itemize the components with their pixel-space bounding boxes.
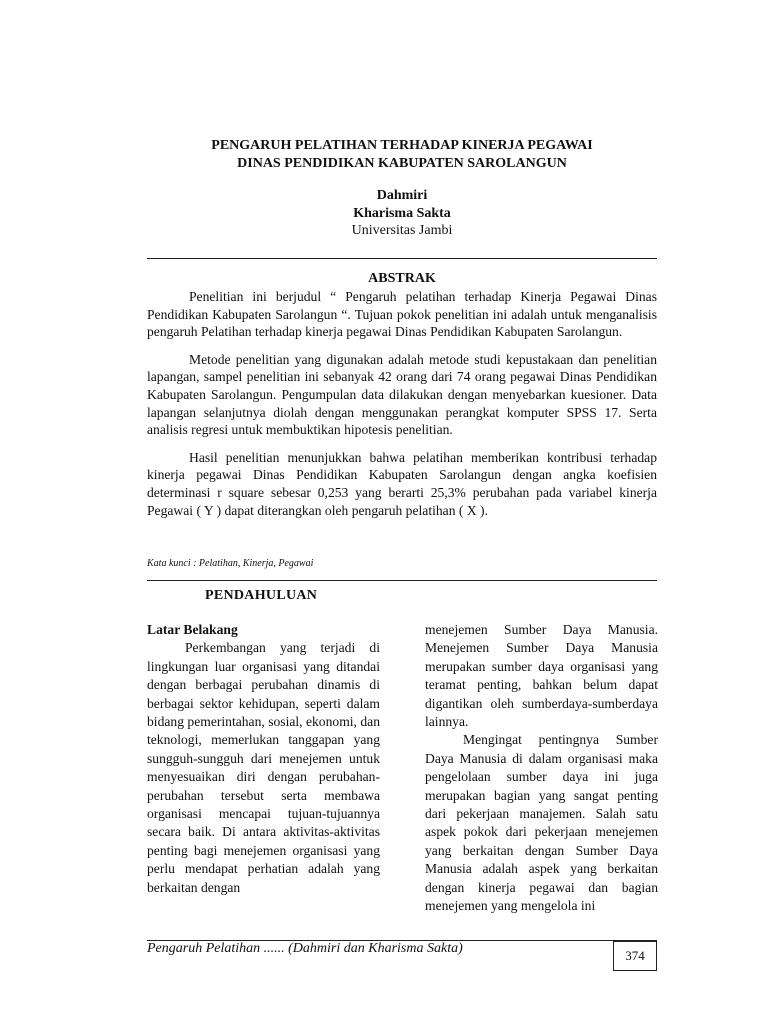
abstract-body	[147, 288, 657, 529]
abstract-paragraph-3: Hasil penelitian menunjukkan bahwa pelatihan memberikan kontribusi terhadap kinerja pegawai Dinas Pendidikan Kabupaten Sarolangun dengan angka koefisien determinasi r square sebesar 0,253 yang berarti 25,3% perubahan pada variabel kinerja Pegawai ( Y ) dapat diterangkan oleh pengaruh pelatihan ( X ).	[147, 449, 657, 518]
page-number: 374	[625, 948, 645, 963]
keywords: Kata kunci : Pelatihan, Kinerja, Pegawai	[147, 558, 314, 569]
rule-below-abstract	[147, 580, 657, 581]
author-block	[147, 187, 657, 240]
right-column	[425, 621, 658, 916]
abstract-paragraph-1: Penelitian ini berjudul “ Pengaruh pelatihan terhadap Kinerja Pegawai Dinas Pendidikan Kabupaten Sarolangun “. Tujuan pokok penelitian ini adalah untuk menganalisis pengaruh Pelatihan terhadap kinerja pegawai Dinas Pendidikan Kabupaten Sarolangun.	[147, 289, 657, 340]
left-column-paragraph: Perkembangan yang terjadi di lingkungan luar organisasi yang ditandai dengan berbagai perubahan dinamis di berbagai sektor kehidupan, seperti dalam bidang pemerintahan, sosial, ekonomi, dan teknologi, memerlukan tanggapan yang sungguh-sungguh dari menejemen untuk menyesuaikan diri dengan perubahan-perubahan tersebut serta membawa organisasi mencapai tujuan-tujuannya secara baik. Di antara aktivitas-aktivitas penting bagi menejemen organisasi yang perlu mendapat perhatian adalah yang berkaitan dengan	[147, 640, 380, 895]
running-footer: Pengaruh Pelatihan ...... (Dahmiri dan Kharisma Sakta)	[147, 941, 463, 956]
left-column	[147, 621, 380, 897]
author-affiliation: Universitas Jambi	[351, 223, 453, 238]
subsection-heading: Latar Belakang	[147, 622, 238, 637]
title-line-2: DINAS PENDIDIKAN KABUPATEN SAROLANGUN	[237, 156, 567, 171]
rule-above-abstract	[147, 258, 657, 259]
author-name-1: Dahmiri	[376, 188, 428, 203]
right-column-paragraph-2: Mengingat pentingnya Sumber Daya Manusia di dalam organisasi maka pengelolaan sumber daya ini juga merupakan bagian yang sangat penting dari pekerjaan manajemen. Salah satu aspek pokok dari pekerjaan menejemen yang berkaitan dengan Sumber Daya Manusia adalah aspek yang berkaitan dengan kinerja pegawai dan bagian menejemen yang mengelola ini	[425, 732, 658, 914]
author-name-2: Kharisma Sakta	[353, 205, 451, 221]
abstract-heading: ABSTRAK	[368, 271, 436, 286]
title-line-1: PENGARUH PELATIHAN TERHADAP KINERJA PEGAWAI	[211, 138, 593, 153]
paper-title	[147, 137, 657, 173]
right-column-paragraph-1: menejemen Sumber Daya Manusia. Menejemen Sumber Daya Manusia merupakan sumber daya organisasi yang teramat penting, bahkan belum dapat digantikan oleh sumberdaya-sumberdaya lainnya.	[425, 622, 658, 730]
page-number-box	[613, 941, 657, 971]
section-heading: PENDAHULUAN	[205, 588, 318, 603]
abstract-paragraph-2: Metode penelitian yang digunakan adalah metode studi kepustakaan dan penelitian lapangan, sampel penelitian ini sebanyak 42 orang dari 74 orang pegawai Dinas Pendidikan Kabupaten Sarolangun. Pengumpulan data dilakukan dengan menyebarkan kuesioner. Data lapangan selanjutnya diolah dengan menggunakan perangkat komputer SPSS 17. Serta analisis regresi untuk membuktikan hipotesis penelitian.	[147, 351, 657, 438]
